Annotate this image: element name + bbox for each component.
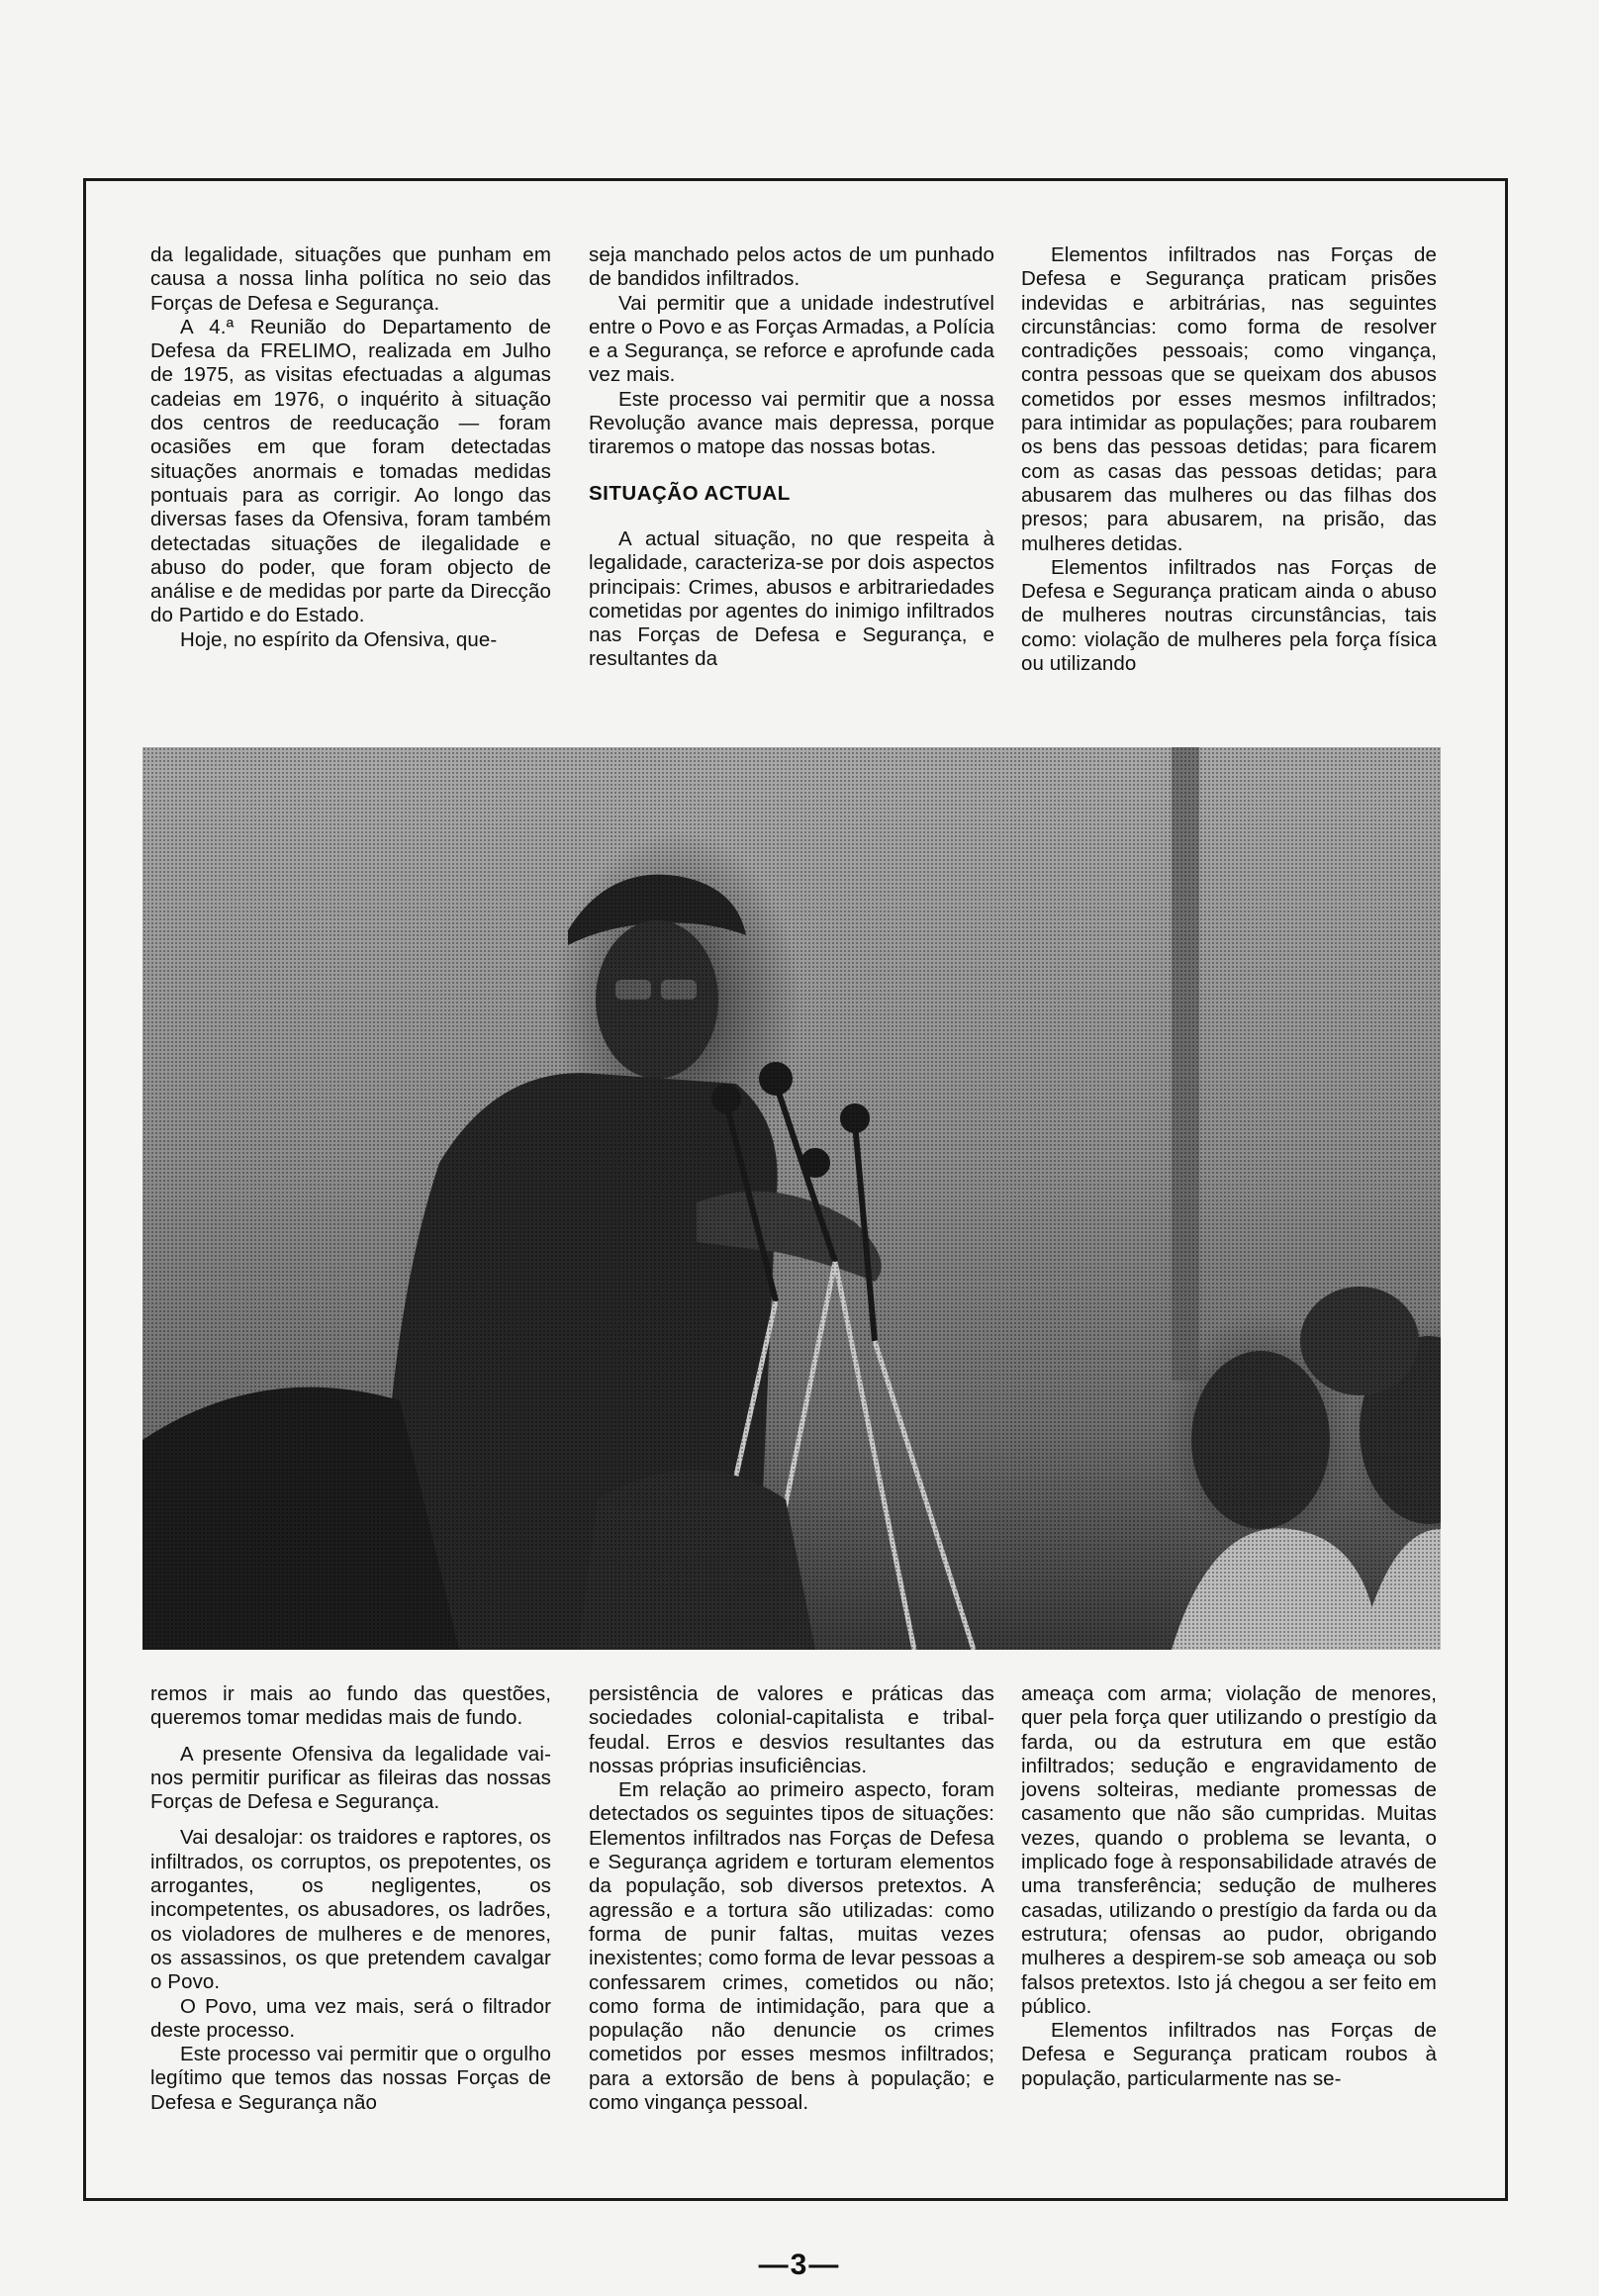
paragraph: persistência de valores e práticas das sociedades colonial-capitalista e tribal-feudal. Erros e desvios resultantes das nossas próprias insuficiências. xyxy=(589,1682,994,1777)
paragraph: Este processo vai permitir que a nossa Revolução avance mais depressa, porque tiraremos o matope das nossas botas. xyxy=(589,387,994,459)
section-heading: SITUAÇÃO ACTUAL xyxy=(589,481,791,505)
paragraph: seja manchado pelos actos de um punhado de bandidos infiltrados. xyxy=(589,243,994,291)
top-column-3 xyxy=(1021,243,1437,676)
paragraph: Elementos infiltrados nas Forças de Defesa e Segurança praticam prisões indevidas e arbitrárias, nas seguintes circunstâncias: como forma de resolver contradições pessoais; como vingança, contra pessoas que se queixam dos abusos cometidos por esses mesmos infiltrados; para intimidar as populações; para roubarem os bens das pessoas detidas; para ficarem com as casas das pessoas detidas; para abusarem das mulheres ou das filhas dos presos; para abusarem, na prisão, das mulheres detidas. xyxy=(1021,243,1437,555)
paragraph: remos ir mais ao fundo das questões, queremos tomar medidas mais de fundo. xyxy=(150,1682,551,1730)
paragraph: A presente Ofensiva da legalidade vai-nos permitir purificar as fileiras das nossas Forças de Defesa e Segurança. xyxy=(150,1742,551,1814)
paragraph: Elementos infiltrados nas Forças de Defesa e Segurança praticam roubos à população, particularmente nas se- xyxy=(1021,2019,1437,2090)
paragraph: Em relação ao primeiro aspecto, foram detectados os seguintes tipos de situações: Elementos infiltrados nas Forças de Defesa e Segurança agridem e torturam elementos da população, sob diversos pretextos. A agressão e a tortura são utilizadas: como forma de punir faltas, muitas vezes inexistentes; como forma de levar pessoas a confessarem crimes, cometidos ou não; como forma de intimidação, para que a população não denuncie os crimes cometidos por esses mesmos infiltrados; para a extorsão de bens à população; e como vingança pessoal. xyxy=(589,1778,994,2115)
news-photo xyxy=(142,747,1441,1650)
top-column-2 xyxy=(589,243,994,672)
paragraph: Elementos infiltrados nas Forças de Defesa e Segurança praticam ainda o abuso de mulheres noutras circunstâncias, tais como: violação de mulheres pela força física ou utilizando xyxy=(1021,555,1437,676)
paragraph: A actual situação, no que respeita à legalidade, caracteriza-se por dois aspectos principais: Crimes, abusos e arbitrariedades cometidas por agentes do inimigo infiltrados nas Forças de Defesa e Segurança, e resultantes da xyxy=(589,526,994,671)
paragraph: Vai desalojar: os traidores e raptores, os infiltrados, os corruptos, os prepotentes, os arrogantes, os negligentes, os incompetentes, os abusadores, os ladrões, os violadores de mulheres e de menores, os assassinos, os que pretendem cavalgar o Povo. xyxy=(150,1826,551,1994)
paragraph: Vai permitir que a unidade indestrutível entre o Povo e as Forças Armadas, a Polícia e a Segurança, se reforce e aprofunde cada vez mais. xyxy=(589,291,994,387)
bottom-column-1 xyxy=(150,1682,551,2115)
paragraph: da legalidade, situações que punham em causa a nossa linha política no seio das Forças de Defesa e Segurança. xyxy=(150,243,551,315)
paragraph: A 4.ª Reunião do Departamento de Defesa da FRELIMO, realizada em Julho de 1975, as visitas efectuadas a algumas cadeias em 1976, o inquérito à situação dos centros de reeducação — foram ocasiões em que foram detectadas situações anormais e tomadas medidas pontuais para as corrigir. Ao longo das diversas fases da Ofensiva, foram também detectadas situações de ilegalidade e abuso do poder, que foram objecto de análise e de medidas por parte da Direcção do Partido e do Estado. xyxy=(150,315,551,627)
bottom-column-3 xyxy=(1021,1682,1437,2091)
bottom-column-2 xyxy=(589,1682,994,2115)
paragraph: Hoje, no espírito da Ofensiva, que- xyxy=(180,627,498,651)
paragraph: O Povo, uma vez mais, será o filtrador deste processo. xyxy=(150,1994,551,2042)
page-number: —3— xyxy=(758,2248,841,2281)
photo-illustration xyxy=(142,747,1441,1650)
paragraph: Este processo vai permitir que o orgulho legítimo que temos das nossas Forças de Defesa e Segurança não xyxy=(150,2043,551,2114)
paragraph: ameaça com arma; violação de menores, quer pela força quer utilizando o prestígio da farda, ou da estrutura em que estão infiltrados; sedução e engravidamento de jovens solteiras, mediante promessas de casamento que não são cumpridas. Muitas vezes, quando o problema se levanta, o implicado foge à responsabilidade através de uma transferência; sedução de mulheres casadas, utilizando o prestígio da farda ou da estrutura; ofensas ao pudor, obrigando mulheres a despirem-se sob ameaça ou sob falsos pretextos. Isto já chegou a ser feito em público. xyxy=(1021,1682,1437,2018)
top-column-1 xyxy=(150,243,551,652)
